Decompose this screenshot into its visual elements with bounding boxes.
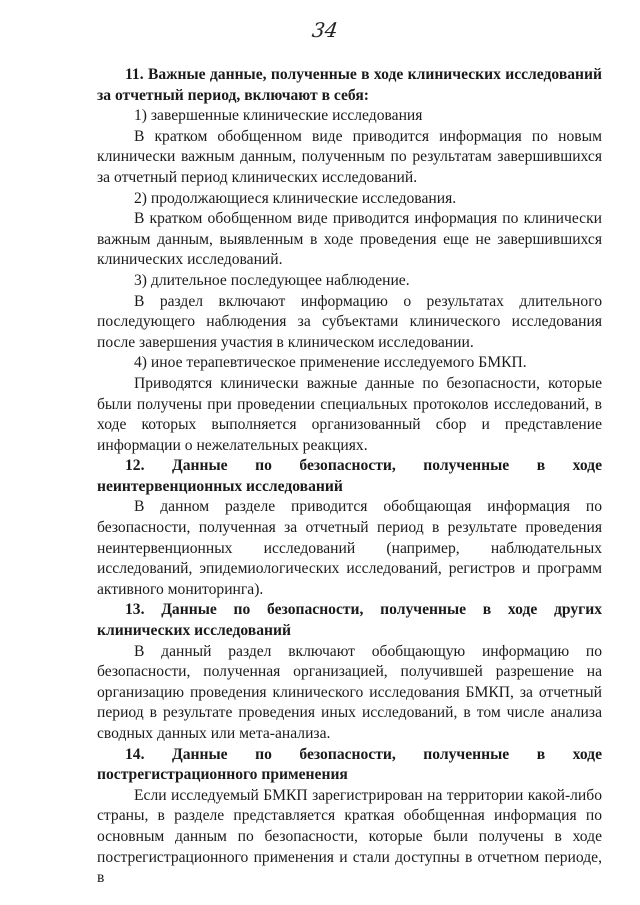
- section-11-item-2-text: В кратком обобщенном виде приводится информация по клинически важным данным, выявленным в ходе проведения еще не завершившихся клинических исследований.: [97, 210, 602, 269]
- section-11-item-3: 3) длительное последующее наблюдение.: [134, 271, 410, 289]
- section-11-item-1: 1) завершенные клинические исследования: [134, 107, 423, 125]
- section-13-heading: 13. Данные по безопасности, полученные в ходе других клинических исследований: [97, 601, 602, 640]
- section-14-text: Если исследуемый БМКП зарегистрирован на территории какой-либо страны, в разделе представляется краткая обобщенная информация по основным данным по безопасности, которые были получены в ходе пострегистрационного применения и стали доступны в отчетном периоде, в: [97, 786, 602, 887]
- section-11-item-2: 2) продолжающиеся клинические исследования.: [134, 189, 457, 207]
- section-12-heading: 12. Данные по безопасности, полученные в ходе неинтервенционных исследований: [97, 457, 602, 495]
- section-11-item-3-text: В раздел включают информацию о результатах длительного последующего наблюдения за субъектами клинического исследования после завершения участия в клиническом исследовании.: [97, 292, 602, 351]
- section-11-item-4-text: Приводятся клинически важные данные по безопасности, которые были получены при проведении специальных протоколов исследований, в ходе которых выполняется организованный сбор и представление информации о нежелательных реакциях.: [97, 374, 602, 454]
- page-number: 34: [310, 18, 340, 42]
- document-body: [97, 62, 602, 889]
- section-14-heading: 14. Данные по безопасности, полученные в ходе пострегистрационного применения: [97, 745, 602, 784]
- section-11-heading: 11. Важные данные, полученные в ходе клинических исследований за отчетный период, включают в себя:: [97, 66, 602, 104]
- section-11-item-4: 4) иное терапевтическое применение исследуемого БМКП.: [134, 354, 527, 372]
- section-13-text: В данный раздел включают обобщающую информацию по безопасности, полученная организацией, получившей разрешение на организацию проведения клинического исследования БМКП, за отчетный период в результате проведения иных исследований, в том числе анализа сводных данных или мета-анализа.: [97, 642, 602, 742]
- section-12-text: В данном разделе приводится обобщающая информация по безопасности, полученная за отчетный период в результате проведения неинтервенционных исследований (например, наблюдательных исследований, эпидемиологических исследований, регистров и программ активного мониторинга).: [97, 498, 602, 598]
- section-11-item-1-text: В кратком обобщенном виде приводится информация по новым клинически важным данным, полученным по результатам завершившихся за отчетный период клинических исследований.: [97, 127, 602, 186]
